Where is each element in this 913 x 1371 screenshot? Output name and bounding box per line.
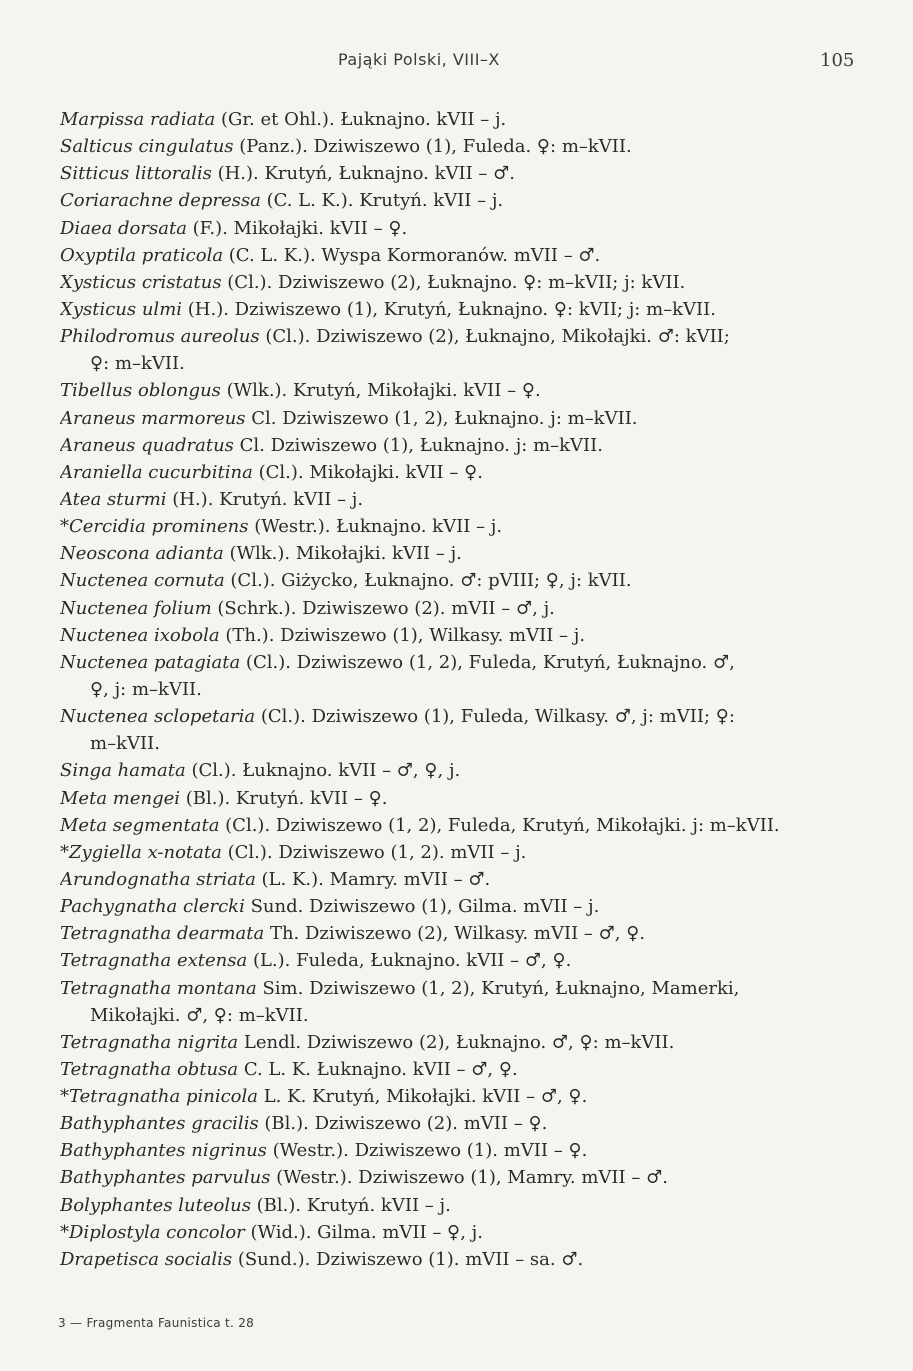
species-name: *Cercidia prominens bbox=[60, 516, 249, 538]
species-entry bbox=[60, 513, 860, 540]
entry-details: (Cl.). Mikołajki. kVII – ♀. bbox=[252, 461, 483, 483]
entry-details: (Cl.). Dziwiszewo (1, 2), Fuleda, Krutyń, Mikołajki. j: m–kVII. bbox=[219, 814, 780, 836]
species-entry bbox=[60, 1164, 860, 1191]
entry-details: (Cl.). Dziwiszewo (2), Łuknajno. ♀: m–kVII; j: kVII. bbox=[221, 271, 686, 293]
species-name: Meta segmentata bbox=[60, 814, 220, 836]
species-entry bbox=[60, 975, 860, 1002]
species-name: Diaea dorsata bbox=[60, 217, 187, 239]
entry-details: (C. L. K.). Krutyń. kVII – j. bbox=[260, 190, 504, 212]
entry-continuation bbox=[60, 350, 860, 377]
species-name: Oxyptila praticola bbox=[60, 244, 224, 266]
entry-details: (Bl.). Krutyń. kVII – ♀. bbox=[180, 787, 388, 809]
page-number: 105 bbox=[820, 50, 855, 71]
species-name: Meta mengei bbox=[60, 787, 181, 809]
entry-continuation bbox=[60, 676, 860, 703]
species-entry bbox=[60, 1029, 860, 1056]
species-name: Atea sturmi bbox=[60, 488, 167, 510]
species-entry bbox=[60, 1056, 860, 1083]
species-entry bbox=[60, 812, 860, 839]
species-name: Tetragnatha nigrita bbox=[60, 1031, 239, 1053]
species-name: *Tetragnatha pinicola bbox=[60, 1086, 258, 1108]
entry-details: (Cl.). Dziwiszewo (2), Łuknajno, Mikołajki. ♂: kVII; bbox=[259, 326, 730, 348]
species-entry bbox=[60, 187, 860, 214]
species-name: Xysticus ulmi bbox=[60, 298, 183, 320]
entry-details: (Schrk.). Dziwiszewo (2). mVII – ♂, j. bbox=[211, 597, 555, 619]
entry-details: (Th.). Dziwiszewo (1), Wilkasy. mVII – j. bbox=[219, 624, 586, 646]
species-name: *Diplostyla concolor bbox=[60, 1221, 245, 1243]
species-entry bbox=[60, 133, 860, 160]
species-name: Marpissa radiata bbox=[60, 109, 216, 130]
species-name: Neoscona adianta bbox=[60, 543, 224, 565]
entry-details: L. K. Krutyń, Mikołajki. kVII – ♂, ♀. bbox=[258, 1086, 588, 1108]
species-entry bbox=[60, 947, 860, 974]
species-name: Bathyphantes nigrinus bbox=[60, 1140, 267, 1162]
entry-continuation bbox=[60, 1002, 860, 1029]
species-name: Bathyphantes gracilis bbox=[60, 1113, 259, 1135]
species-name: Bolyphantes luteolus bbox=[60, 1194, 251, 1216]
species-entry bbox=[60, 377, 860, 404]
species-name: Tetragnatha dearmata bbox=[60, 923, 265, 945]
entry-continuation bbox=[60, 730, 860, 757]
entry-details: (Cl.). Dziwiszewo (1, 2). mVII – j. bbox=[221, 841, 527, 863]
species-entry bbox=[60, 215, 860, 242]
species-name: Salticus cingulatus bbox=[60, 136, 234, 158]
species-name: Araniella cucurbitina bbox=[60, 461, 253, 483]
species-name: Tetragnatha extensa bbox=[60, 950, 248, 972]
entry-details: (L. K.). Mamry. mVII – ♂. bbox=[255, 868, 491, 890]
species-entry bbox=[60, 893, 860, 920]
species-name: Xysticus cristatus bbox=[60, 271, 222, 293]
entry-details: (H.). Krutyń. kVII – j. bbox=[166, 488, 364, 510]
entry-details: Mikołajki. ♂, ♀: m–kVII. bbox=[90, 1004, 309, 1026]
species-entry bbox=[60, 567, 860, 594]
species-name: Tibellus oblongus bbox=[60, 380, 221, 402]
species-entry bbox=[60, 459, 860, 486]
species-name: Araneus quadratus bbox=[60, 434, 234, 456]
entry-details: (Wlk.). Mikołajki. kVII – j. bbox=[223, 543, 462, 565]
species-entry bbox=[60, 649, 860, 676]
species-name: Sitticus littoralis bbox=[60, 163, 212, 185]
species-name: Bathyphantes parvulus bbox=[60, 1167, 271, 1189]
species-name: Nuctenea cornuta bbox=[60, 570, 225, 592]
species-entry bbox=[60, 1110, 860, 1137]
species-name: *Zygiella x-notata bbox=[60, 841, 222, 863]
species-entry bbox=[60, 1219, 860, 1246]
species-name: Araneus marmoreus bbox=[60, 407, 246, 429]
species-name: Nuctenea patagiata bbox=[60, 651, 241, 673]
species-list bbox=[60, 106, 860, 1273]
entry-details: (Cl.). Giżycko, Łuknajno. ♂: pVIII; ♀, j: kVII. bbox=[224, 570, 632, 592]
entry-details: Th. Dziwiszewo (2), Wilkasy. mVII – ♂, ♀. bbox=[264, 923, 646, 945]
entry-details: (Bl.). Dziwiszewo (2). mVII – ♀. bbox=[258, 1113, 548, 1135]
species-entry bbox=[60, 595, 860, 622]
entry-details: (Gr. et Ohl.). Łuknajno. kVII – j. bbox=[215, 109, 507, 130]
species-entry bbox=[60, 920, 860, 947]
species-name: Nuctenea sclopetaria bbox=[60, 706, 256, 728]
species-name: Nuctenea ixobola bbox=[60, 624, 220, 646]
entry-details: ♀: m–kVII. bbox=[90, 353, 185, 375]
species-entry bbox=[60, 296, 860, 323]
entry-details: (F.). Mikołajki. kVII – ♀. bbox=[186, 217, 408, 239]
entry-details: Lendl. Dziwiszewo (2), Łuknajno. ♂, ♀: m–kVII. bbox=[238, 1031, 675, 1053]
species-entry bbox=[60, 785, 860, 812]
species-entry bbox=[60, 1192, 860, 1219]
species-entry bbox=[60, 1083, 860, 1110]
entry-details: (Wid.). Gilma. mVII – ♀, j. bbox=[244, 1221, 483, 1243]
species-name: Nuctenea folium bbox=[60, 597, 212, 619]
species-entry bbox=[60, 1137, 860, 1164]
species-entry bbox=[60, 323, 860, 350]
species-entry bbox=[60, 757, 860, 784]
entry-details: (H.). Krutyń, Łuknajno. kVII – ♂. bbox=[211, 163, 516, 185]
species-entry bbox=[60, 242, 860, 269]
species-name: Singa hamata bbox=[60, 760, 186, 782]
entry-details: (Cl.). Łuknajno. kVII – ♂, ♀, j. bbox=[185, 760, 461, 782]
species-entry bbox=[60, 622, 860, 649]
entry-details: (C. L. K.). Wyspa Kormoranów. mVII – ♂. bbox=[223, 244, 601, 266]
species-name: Pachygnatha clercki bbox=[60, 896, 245, 918]
species-entry bbox=[60, 269, 860, 296]
species-name: Tetragnatha montana bbox=[60, 977, 257, 999]
species-entry bbox=[60, 160, 860, 187]
species-name: Philodromus aureolus bbox=[60, 326, 260, 348]
entry-details: m–kVII. bbox=[90, 733, 160, 755]
entry-details: (Panz.). Dziwiszewo (1), Fuleda. ♀: m–kVII. bbox=[233, 136, 632, 158]
entry-details: (Cl.). Dziwiszewo (1, 2), Fuleda, Krutyń, Łuknajno. ♂, bbox=[240, 651, 735, 673]
species-name: Drapetisca socialis bbox=[60, 1248, 233, 1270]
entry-details: (Westr.). Łuknajno. kVII – j. bbox=[248, 516, 503, 538]
entry-details: (L.). Fuleda, Łuknajno. kVII – ♂, ♀. bbox=[247, 950, 572, 972]
entry-details: (Westr.). Dziwiszewo (1), Mamry. mVII – ♂. bbox=[270, 1167, 668, 1189]
species-entry bbox=[60, 839, 860, 866]
entry-details: Sund. Dziwiszewo (1), Gilma. mVII – j. bbox=[244, 896, 600, 918]
species-name: Arundognatha striata bbox=[60, 868, 256, 890]
species-entry bbox=[60, 866, 860, 893]
entry-details: ♀, j: m–kVII. bbox=[90, 678, 202, 700]
species-entry bbox=[60, 432, 860, 459]
entry-details: (Cl.). Dziwiszewo (1), Fuleda, Wilkasy. ♂, j: mVII; ♀: bbox=[255, 706, 735, 728]
species-entry bbox=[60, 405, 860, 432]
species-name: Tetragnatha obtusa bbox=[60, 1058, 239, 1080]
entry-details: (Sund.). Dziwiszewo (1). mVII – sa. ♂. bbox=[232, 1248, 584, 1270]
species-entry bbox=[60, 486, 860, 513]
entry-details: Sim. Dziwiszewo (1, 2), Krutyń, Łuknajno, Mamerki, bbox=[256, 977, 740, 999]
footer-note: 3 — Fragmenta Faunistica t. 28 bbox=[58, 1316, 255, 1330]
species-entry bbox=[60, 703, 860, 730]
entry-details: (Wlk.). Krutyń, Mikołajki. kVII – ♀. bbox=[220, 380, 541, 402]
entry-details: Cl. Dziwiszewo (1), Łuknajno. j: m–kVII. bbox=[233, 434, 604, 456]
entry-details: (H.). Dziwiszewo (1), Krutyń, Łuknajno. ♀: kVII; j: m–kVII. bbox=[182, 298, 717, 320]
entry-details: (Bl.). Krutyń. kVII – j. bbox=[250, 1194, 451, 1216]
species-name: Coriarachne depressa bbox=[60, 190, 261, 212]
species-entry bbox=[60, 540, 860, 567]
entry-details: Cl. Dziwiszewo (1, 2), Łuknajno. j: m–kVII. bbox=[245, 407, 638, 429]
entry-details: C. L. K. Łuknajno. kVII – ♂, ♀. bbox=[238, 1058, 518, 1080]
species-entry bbox=[60, 106, 860, 133]
species-entry bbox=[60, 1246, 860, 1273]
entry-details: (Westr.). Dziwiszewo (1). mVII – ♀. bbox=[266, 1140, 588, 1162]
running-title: Pająki Polski, VIII–X bbox=[338, 50, 500, 69]
